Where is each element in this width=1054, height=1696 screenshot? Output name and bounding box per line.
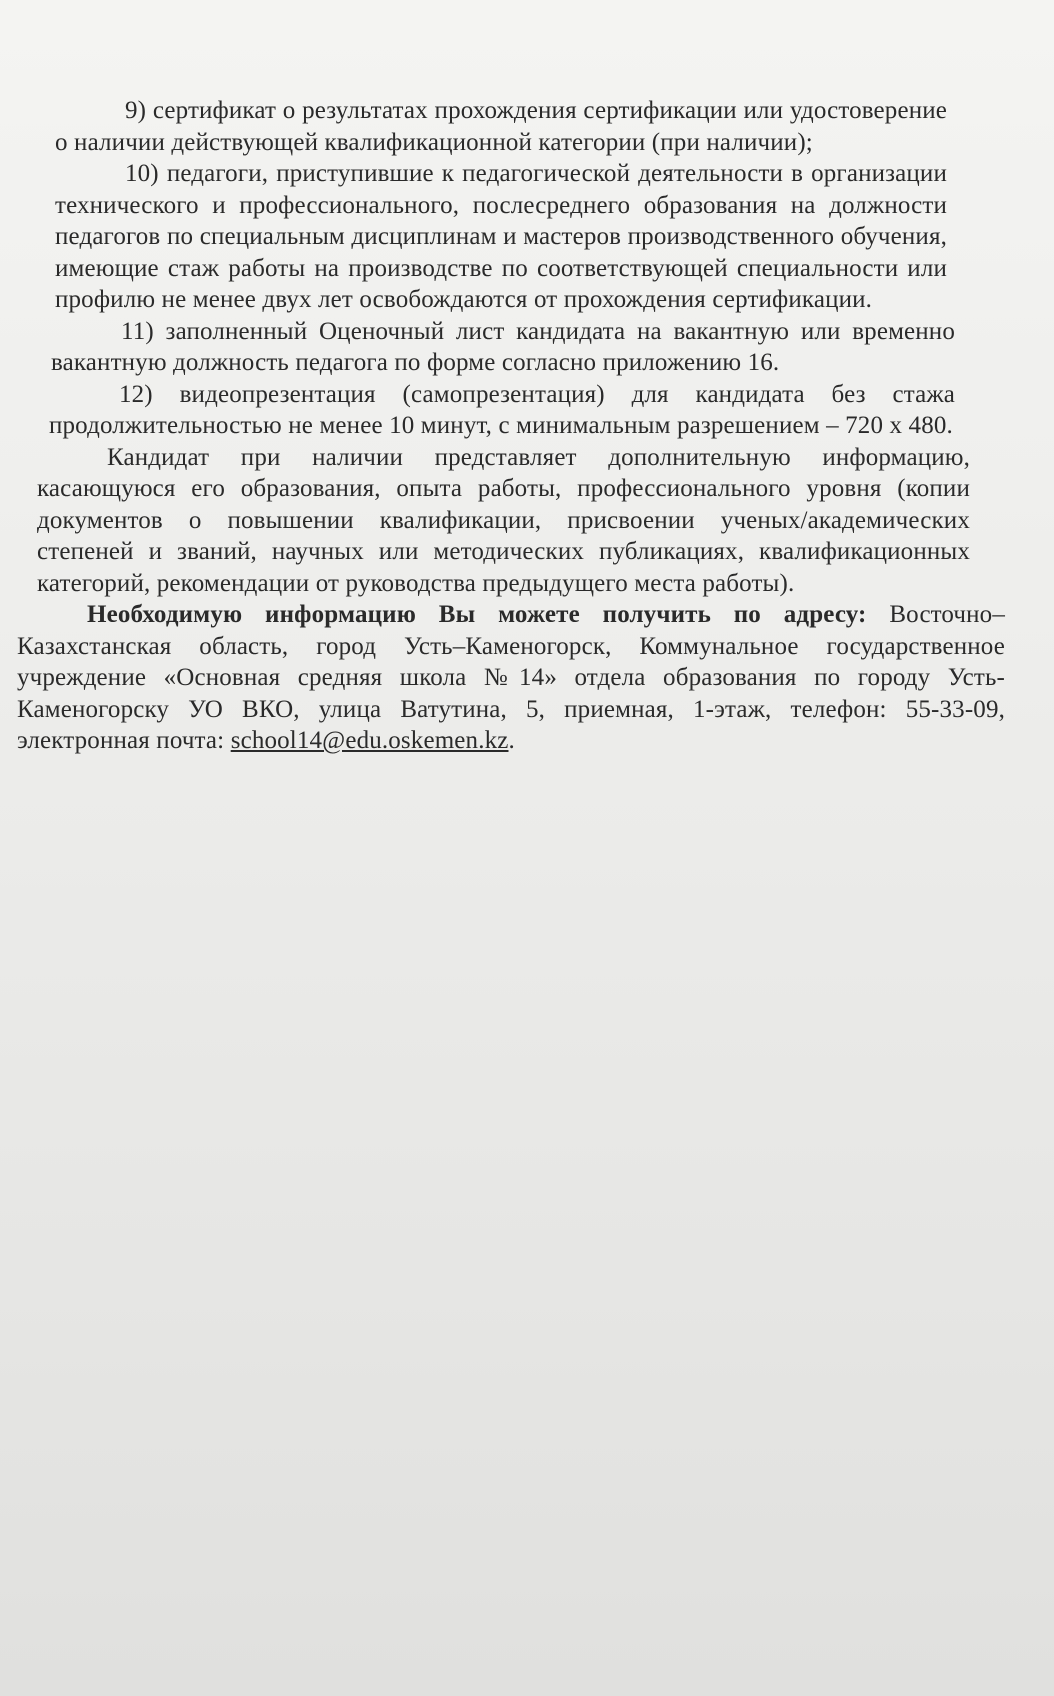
document-body xyxy=(17,95,1005,757)
contact-lead: Необходимую информацию Вы можете получить по адресу: xyxy=(87,601,867,628)
email-link[interactable]: school14@edu.oskemen.kz xyxy=(230,727,509,754)
list-item-9: 9) сертификат о результатах прохождения сертификации или удостоверение о наличии действующей квалификационной категории (при наличии); xyxy=(55,97,947,156)
contact-address: Восточно–Казахстанская область, город Усть–Каменогорск, Коммунальное государственное учреждение «Основная средняя школа №14» отдела образования по городу Усть-Каменогорску УО ВКО, улица Ватутина, 5, приемная, 1-этаж, телефон: 55-33-09, электронная почта: xyxy=(17,601,1005,754)
list-item-11: 11) заполненный Оценочный лист кандидата на вакантную или временно вакантную должность педагога по форме согласно приложению 16. xyxy=(51,317,955,376)
additional-info-paragraph: Кандидат при наличии представляет дополнительную информацию, касающуюся его образования, опыта работы, профессионального уровня (копии документов о повышении квалификации, присвоении ученых/академических степеней и званий, научных или методических публикациях, квалификационных категорий, рекомендации от руководства предыдущего места работы). xyxy=(37,443,970,597)
contact-paragraph xyxy=(17,599,1005,757)
contact-end: . xyxy=(508,727,515,754)
list-item-10: 10) педагоги, приступившие к педагогической деятельности в организации технического и профессионального, послесреднего образования на должности педагогов по специальным дисциплинам и мастеров производственного обучения, имеющие стаж работы на производстве по соответствующей специальности или профилю не менее двух лет освобождаются от прохождения сертификации. xyxy=(55,160,947,313)
list-item-12: 12) видеопрезентация (самопрезентация) для кандидата без стажа продолжительностью не менее 10 минут, с минимальным разрешением – 720 х 480. xyxy=(49,380,955,439)
